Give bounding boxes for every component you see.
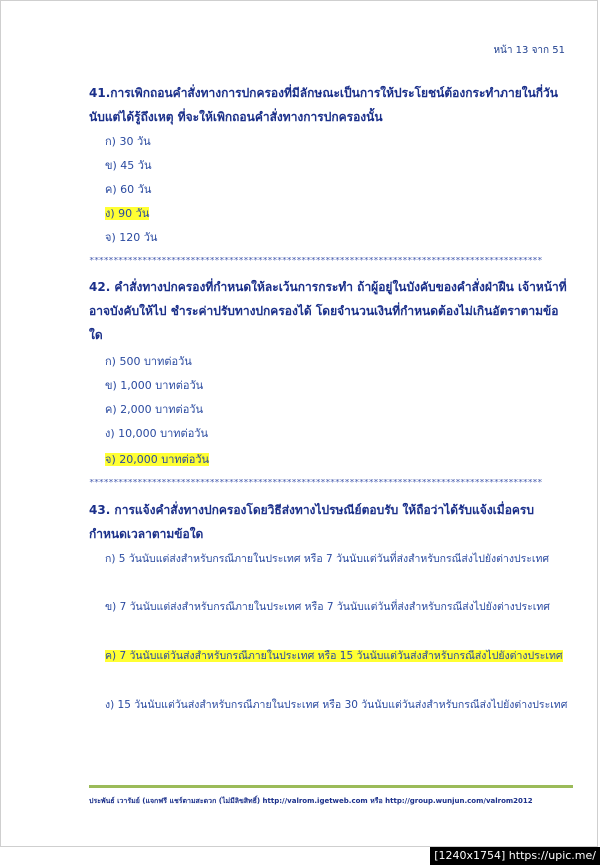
option-q41-e: จ) 120 วัน — [105, 231, 158, 244]
question-43: 43. การแจ้งคำสั่งทางปกครองโดยวิธีส่งทางไปรษณีย์ตอบรับ ให้ถือว่าได้รับแจ้งเมื่อครบกำหนดเวลาตามข้อใด — [89, 503, 534, 541]
option-q41-d-answer: ง) 90 วัน — [105, 207, 150, 220]
option-q42-e-answer: จ) 20,000 บาทต่อวัน — [105, 453, 210, 466]
image-size-badge: [1240x1754] https://upic.me/ — [430, 847, 600, 865]
question-42: 42. คำสั่งทางปกครองที่กำหนดให้ละเว้นการกระทำ ถ้าผู้อยู่ในบังคับของคำสั่งฝ่าฝืน เจ้าหน้าที่อาจบังคับให้ไป ชำระค่าปรับทางปกครองได้ โดยจำนวนเงินที่กำหนดต้องไม่เกินอัตราตามข้อใด — [89, 280, 567, 342]
option-q42-c: ค) 2,000 บาทต่อวัน — [105, 403, 203, 416]
separator-1: ********************************************************************************************** — [89, 257, 542, 265]
question-41: 41.การเพิกถอนคำสั่งทางการปกครองที่มีลักษณะเป็นการให้ประโยชน์ต้องกระทำภายในกี่วันนับแต่ได้รู้ถึงเหตุ ที่จะให้เพิกถอนคำสั่งทางการปกครองนั้น — [89, 86, 559, 124]
option-q43-d: ง) 15 วันนับแต่วันส่งสำหรับกรณีภายในประเทศ หรือ 30 วันนับแต่วันส่งสำหรับกรณีส่งไปยังต่างประเทศ — [105, 699, 568, 711]
option-q41-c: ค) 60 วัน — [105, 183, 152, 196]
option-q42-d: ง) 10,000 บาทต่อวัน — [105, 427, 209, 440]
option-q43-c-answer: ค) 7 วันนับแต่วันส่งสำหรับกรณีภายในประเทศ หรือ 15 วันนับแต่วันส่งสำหรับกรณีส่งไปยังต่างประเทศ — [105, 650, 563, 662]
option-q43-a: ก) 5 วันนับแต่ส่งสำหรับกรณีภายในประเทศ หรือ 7 วันนับแต่วันที่ส่งสำหรับกรณีส่งไปยังต่างประเทศ — [105, 553, 550, 565]
page-number: หน้า 13 จาก 51 — [493, 45, 565, 56]
footer-text: ประพันธ์ เวารัมย์ (แจกฟรี แชร์ตามสะดวก (ไม่มีลิขสิทธิ์) http://valrom.igetweb.com หรือ http://group.wunjun.com/valrom2012 — [89, 797, 533, 805]
separator-2: ********************************************************************************************** — [89, 479, 542, 487]
option-q42-b: ข) 1,000 บาทต่อวัน — [105, 379, 204, 392]
option-q41-b: ข) 45 วัน — [105, 159, 152, 172]
option-q43-b: ข) 7 วันนับแต่ส่งสำหรับกรณีภายในประเทศ หรือ 7 วันนับแต่วันที่ส่งสำหรับกรณีส่งไปยังต่างประเทศ — [105, 601, 550, 613]
option-q41-a: ก) 30 วัน — [105, 135, 151, 148]
footer-rule — [89, 785, 573, 788]
option-q42-a: ก) 500 บาทต่อวัน — [105, 355, 192, 368]
